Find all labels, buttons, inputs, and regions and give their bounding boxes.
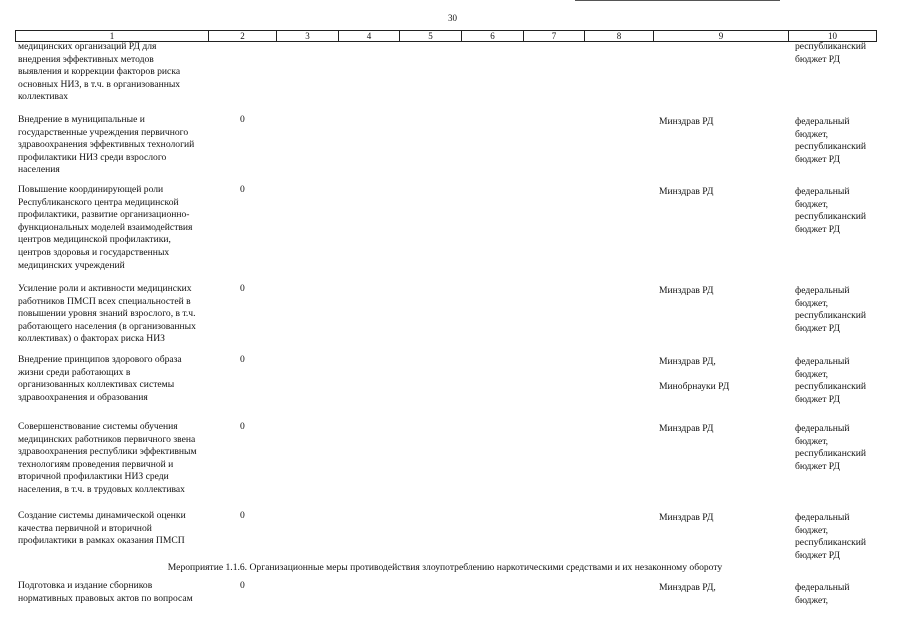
page-number: 30 <box>448 13 457 23</box>
header-col-5: 5 <box>400 31 462 41</box>
header-col-3: 3 <box>277 31 339 41</box>
row-3-funding: федеральный бюджет, республиканский бюджет РД <box>795 285 867 334</box>
header-col-10: 10 <box>828 31 837 41</box>
row-7-executor: Минздрав РД, <box>659 582 716 593</box>
row-6-col2: 0 <box>240 510 245 521</box>
event-heading: Мероприятие 1.1.6. Организационные меры противодействия злоупотреблению наркотическими средствами и их незаконному обороту <box>167 562 723 573</box>
row-1-executor: Минздрав РД <box>659 116 714 127</box>
header-col-6: 6 <box>462 31 524 41</box>
header-col-7: 7 <box>524 31 585 41</box>
row-5-col2: 0 <box>240 421 245 432</box>
row-2-funding: федеральный бюджет, республиканский бюджет РД <box>795 186 867 235</box>
row-3-col2: 0 <box>240 283 245 294</box>
row-4-col2: 0 <box>240 354 245 365</box>
row-6-executor: Минздрав РД <box>659 512 714 523</box>
row-6-activity: Создание системы динамической оценки качества первичной и вторичной профилактики в рамках оказания ПМСП <box>18 510 186 547</box>
header-col-1: 1 <box>16 31 209 41</box>
row-2-executor: Минздрав РД <box>659 186 714 197</box>
row-6-funding: федеральный бюджет, республиканский бюджет РД <box>795 512 867 561</box>
row-2-activity: Повышение координирующей роли Республиканского центра медицинской профилактики, развитие организационно- функциональных моделей взаимодействия центров медицинской профилактики, центров здоровья и государственных медицинских учреждений <box>18 184 193 271</box>
row-1-funding: федеральный бюджет, республиканский бюджет РД <box>795 116 867 165</box>
header-col-2: 2 <box>209 31 277 41</box>
row-4-activity: Внедрение принципов здорового образа жизни среди работающих в организованных коллективах системы здравоохранения и образования <box>18 354 182 403</box>
top-rule <box>575 0 780 1</box>
row-0-funding: республиканский бюджет РД <box>795 41 867 65</box>
row-1-col2: 0 <box>240 114 245 125</box>
header-col-8: 8 <box>585 31 654 41</box>
row-5-activity: Совершенствование системы обучения медицинских работников первичного звена здравоохранения республики эффективным технологиям проведения первичной и вторичной профилактики НИЗ среди населения, в т.ч. в трудовых коллективах <box>18 421 197 495</box>
row-7-funding: федеральный бюджет, <box>795 582 850 606</box>
header-col-4: 4 <box>339 31 400 41</box>
row-3-activity: Усиление роли и активности медицинских работников ПМСП всех специальностей в повышении уровня знаний взрослого, в т.ч. работающего населения (в организованных коллективах) о факторах риска НИЗ <box>18 283 196 345</box>
row-7-activity: Подготовка и издание сборников нормативных правовых актов по вопросам <box>18 580 193 604</box>
row-4-executor: Минздрав РД, Минобрнауки РД <box>659 356 730 393</box>
row-1-activity: Внедрение в муниципальные и государственные учреждения первичного здравоохранения эффективных технологий профилактики НИЗ среди взрослого населения <box>18 114 195 176</box>
row-4-funding: федеральный бюджет, республиканский бюджет РД <box>795 356 867 405</box>
row-0-activity: медицинских организаций РД для внедрения эффективных методов выявления и коррекции факторов риска основных НИЗ, в т.ч. в организованных коллективах <box>18 41 181 103</box>
row-3-executor: Минздрав РД <box>659 285 714 296</box>
row-5-executor: Минздрав РД <box>659 423 714 434</box>
row-7-col2: 0 <box>240 580 245 591</box>
header-col-9: 9 <box>654 31 789 41</box>
row-2-col2: 0 <box>240 184 245 195</box>
row-5-funding: федеральный бюджет, республиканский бюджет РД <box>795 423 867 472</box>
